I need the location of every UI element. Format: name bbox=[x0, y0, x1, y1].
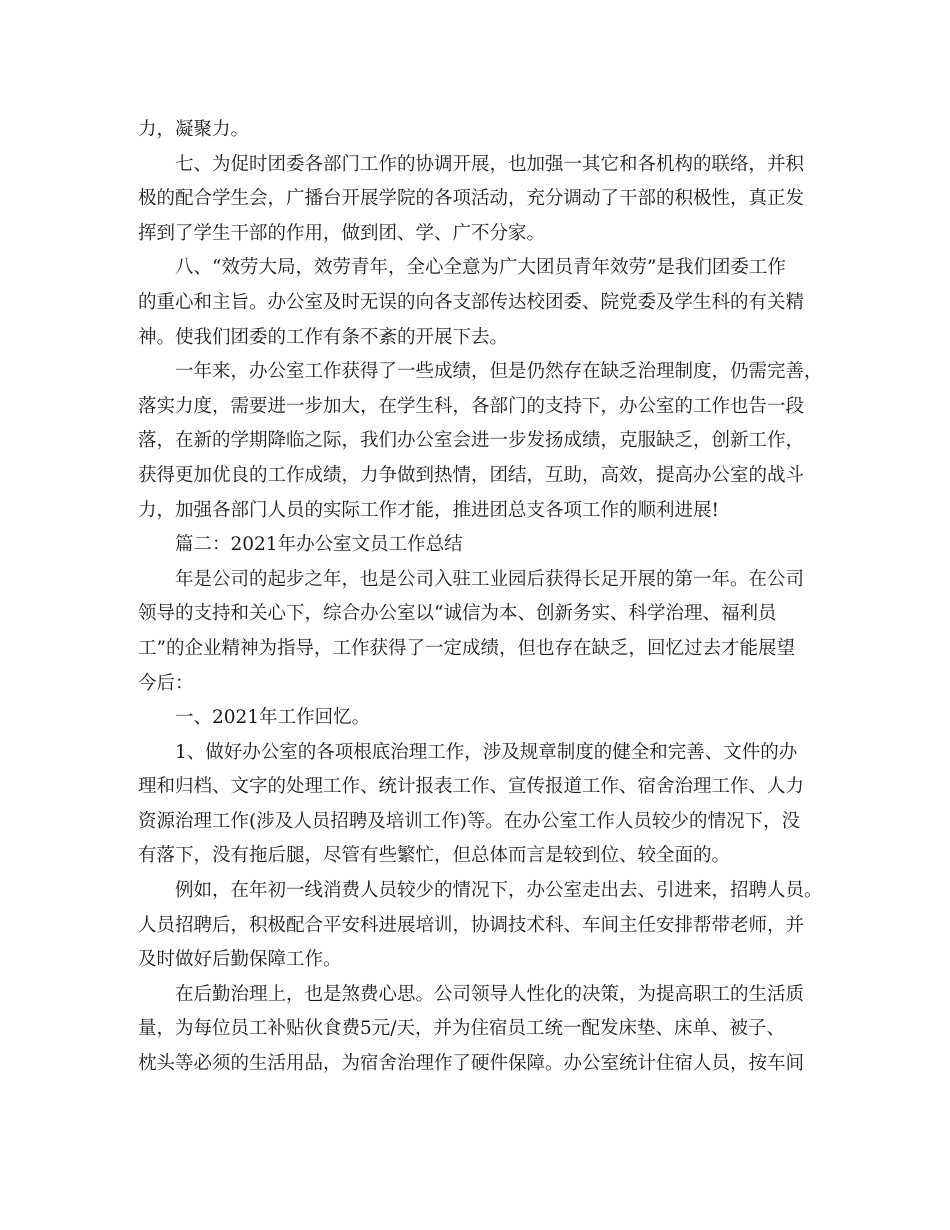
text-line: 获得更加优良的工作成绩，力争做到热情，团结，互助，高效，提高办公室的战斗 bbox=[138, 464, 805, 486]
text-line: 资源治理工作(涉及人员招聘及培训工作)等。在办公室工作人员较少的情况下，没 bbox=[138, 810, 800, 832]
document-body bbox=[138, 113, 823, 1082]
text-line: 人员招聘后，积极配合平安科进展培训，协调技术科、车间主任安排帮带老师，并 bbox=[138, 914, 805, 936]
text-line: 七、为促时团委各部门工作的协调开展，也加强一其它和各机构的联络，并积 bbox=[175, 153, 805, 175]
text-line: 挥到了学生干部的作用，做到团、学、广不分家。 bbox=[138, 222, 546, 244]
text-line: 今后： bbox=[138, 672, 194, 694]
text-line: 及时做好后勤保障工作。 bbox=[138, 949, 342, 971]
text-line: 的重心和主旨。办公室及时无误的向各支部传达校团委、院党委及学生科的有关精 bbox=[138, 291, 805, 313]
text-line: 一年来，办公室工作获得了一些成绩，但是仍然存在缺乏治理制度，仍需完善， bbox=[175, 361, 823, 383]
text-line: 例如，在年初一线消费人员较少的情况下，办公室走出去、引进来，招聘人员。 bbox=[175, 880, 823, 902]
text-line: 有落下，没有拖后腿，尽管有些繁忙，但总体而言是较到位、较全面的。 bbox=[138, 845, 731, 867]
text-line: 神。使我们团委的工作有条不紊的开展下去。 bbox=[138, 326, 509, 348]
text-line: 理和归档、文字的处理工作、统计报表工作、宣传报道工作、宿舍治理工作、人力 bbox=[138, 776, 805, 798]
text-line: 落实力度，需要进一步加大，在学生科，各部门的支持下，办公室的工作也告一段 bbox=[138, 395, 805, 417]
text-line: 力，加强各部门人员的实际工作才能，推进团总支各项工作的顺利进展! bbox=[138, 499, 719, 521]
text-line: 年是公司的起步之年，也是公司入驻工业园后获得长足开展的第一年。在公司 bbox=[175, 568, 805, 590]
text-line: 在后勤治理上，也是煞费心思。公司领导人性化的决策，为提高职工的生活质 bbox=[175, 983, 805, 1005]
text-line: 落，在新的学期降临之际，我们办公室会进一步发扬成绩，克服缺乏，创新工作， bbox=[138, 430, 805, 452]
text-line: 工”的企业精神为指导，工作获得了一定成绩，但也存在缺乏，回忆过去才能展望 bbox=[138, 637, 795, 659]
text-line: 篇二：2021年办公室文员工作总结 bbox=[175, 534, 463, 556]
text-line: 量，为每位员工补贴伙食费5元/天，并为住宿员工统一配发床垫、床单、被子、 bbox=[138, 1018, 786, 1040]
text-line: 八、“效劳大局，效劳青年，全心全意为广大团员青年效劳”是我们团委工作 bbox=[175, 257, 786, 279]
text-line: 1、做好办公室的各项根底治理工作，涉及规章制度的健全和完善、文件的办 bbox=[175, 741, 798, 763]
text-line: 领导的支持和关心下，综合办公室以“诚信为本、创新务实、科学治理、福利员 bbox=[138, 603, 777, 625]
text-line: 极的配合学生会，广播台开展学院的各项活动，充分调动了干部的积极性，真正发 bbox=[138, 188, 805, 210]
text-line: 力，凝聚力。 bbox=[138, 119, 250, 140]
text-line: 枕头等必须的生活用品，为宿舍治理作了硬件保障。办公室统计住宿人员，按车间 bbox=[138, 1053, 805, 1075]
text-line: 一、2021年工作回忆。 bbox=[175, 707, 371, 729]
